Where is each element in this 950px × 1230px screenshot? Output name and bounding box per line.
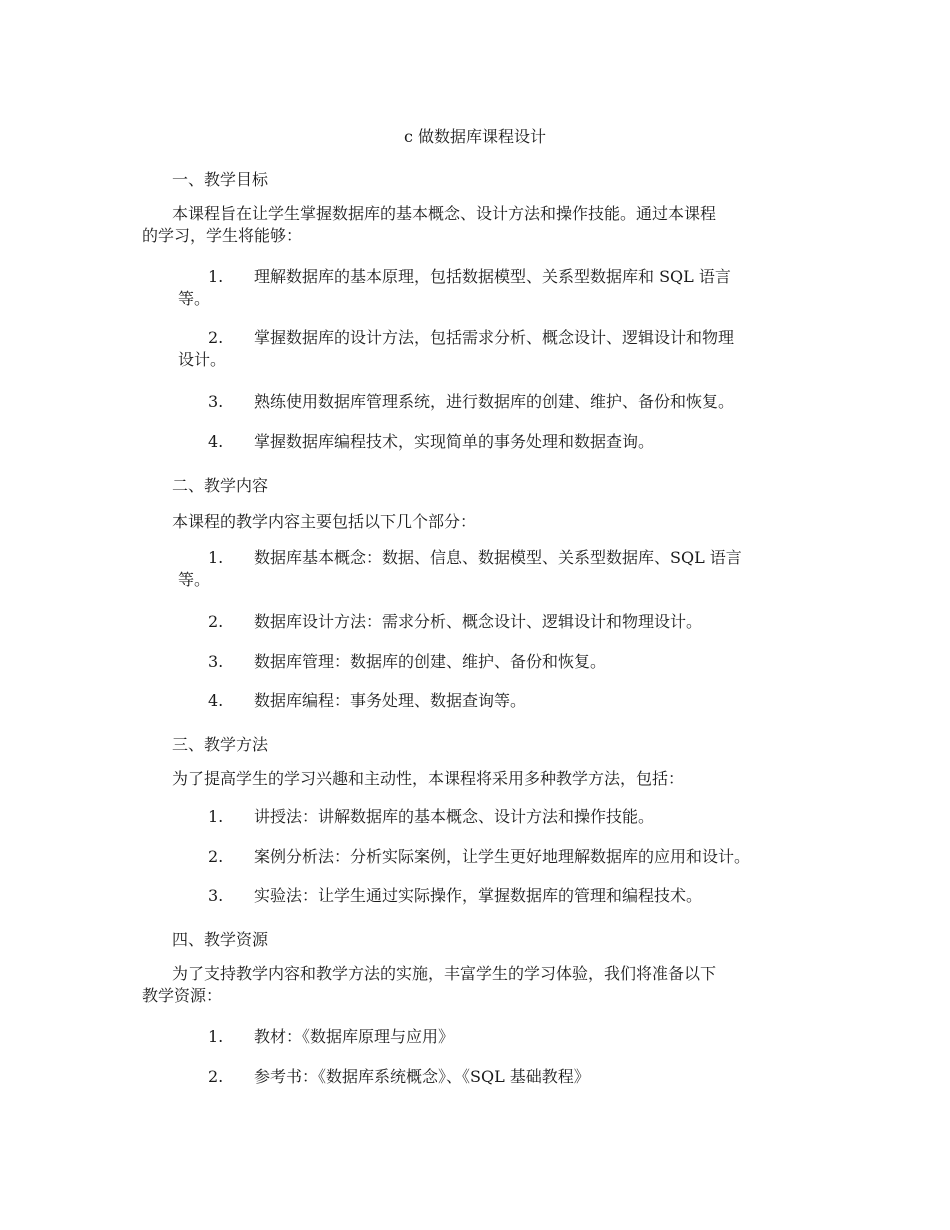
list-item [178, 611, 823, 633]
paragraph-line: 为了提高学生的学习兴趣和主动性，本课程将采用多种教学方法，包括： [172, 769, 685, 788]
list-item [178, 266, 823, 310]
list-item [178, 846, 823, 868]
list-item [178, 690, 823, 712]
list-item [178, 806, 823, 828]
list-number: 1. [208, 807, 224, 826]
list-text: 数据库设计方法：需求分析、概念设计、逻辑设计和物理设计。 [254, 612, 703, 631]
list-text: 掌握数据库的设计方法，包括需求分析、概念设计、逻辑设计和物理 [254, 328, 735, 347]
list-number: 4. [208, 432, 224, 451]
list-number: 2. [208, 328, 224, 347]
list-item [178, 885, 823, 907]
section-heading-objectives: 一、教学目标 [172, 170, 269, 189]
list-item [178, 547, 823, 591]
list-number: 2. [208, 1067, 224, 1086]
list-item [178, 651, 823, 673]
list-text-cont: 设计。 [178, 350, 227, 369]
methods-intro [142, 768, 822, 790]
list-number: 4. [208, 691, 224, 710]
section-heading-content: 二、教学内容 [172, 476, 269, 495]
paragraph-line: 本课程旨在让学生掌握数据库的基本概念、设计方法和操作技能。通过本课程 [172, 204, 717, 223]
list-text: 理解数据库的基本原理，包括数据模型、关系型数据库和 SQL 语言 [254, 267, 731, 286]
list-text: 数据库管理：数据库的创建、维护、备份和恢复。 [254, 652, 607, 671]
list-text: 参考书：《数据库系统概念》、《SQL 基础教程》 [254, 1067, 590, 1086]
content-intro [142, 511, 822, 533]
list-number: 2. [208, 847, 224, 866]
list-number: 1. [208, 1027, 224, 1046]
list-item [178, 391, 823, 413]
paragraph-line: 教学资源： [142, 986, 223, 1005]
list-text: 实验法：让学生通过实际操作，掌握数据库的管理和编程技术。 [254, 886, 703, 905]
resources-intro [142, 963, 822, 1007]
list-text: 数据库编程：事务处理、数据查询等。 [254, 691, 527, 710]
list-text-cont: 等。 [178, 289, 211, 308]
objectives-intro [142, 203, 822, 247]
list-number: 1. [208, 548, 224, 567]
paragraph-line: 本课程的教学内容主要包括以下几个部分： [172, 512, 477, 531]
list-text: 掌握数据库编程技术，实现简单的事务处理和数据查询。 [254, 432, 655, 451]
list-number: 1. [208, 267, 224, 286]
list-number: 2. [208, 612, 224, 631]
list-text: 熟练使用数据库管理系统，进行数据库的创建、维护、备份和恢复。 [254, 392, 735, 411]
list-item [178, 1026, 823, 1048]
paragraph-line: 的学习，学生将能够： [142, 226, 303, 245]
list-text: 教材：《数据库原理与应用》 [254, 1027, 455, 1046]
list-text: 数据库基本概念：数据、信息、数据模型、关系型数据库、SQL 语言 [254, 548, 742, 567]
list-item [178, 327, 823, 371]
list-item [178, 431, 823, 453]
section-heading-resources: 四、教学资源 [172, 930, 269, 949]
document-title: c 做数据库课程设计 [403, 127, 547, 146]
list-text-cont: 等。 [178, 570, 211, 589]
list-text: 讲授法：讲解数据库的基本概念、设计方法和操作技能。 [254, 807, 655, 826]
paragraph-line: 为了支持教学内容和教学方法的实施，丰富学生的学习体验，我们将准备以下 [172, 964, 717, 983]
section-heading-methods: 三、教学方法 [172, 735, 269, 754]
list-text: 案例分析法：分析实际案例，让学生更好地理解数据库的应用和设计。 [254, 847, 751, 866]
list-number: 3. [208, 392, 224, 411]
list-number: 3. [208, 886, 224, 905]
list-number: 3. [208, 652, 224, 671]
list-item [178, 1066, 823, 1088]
